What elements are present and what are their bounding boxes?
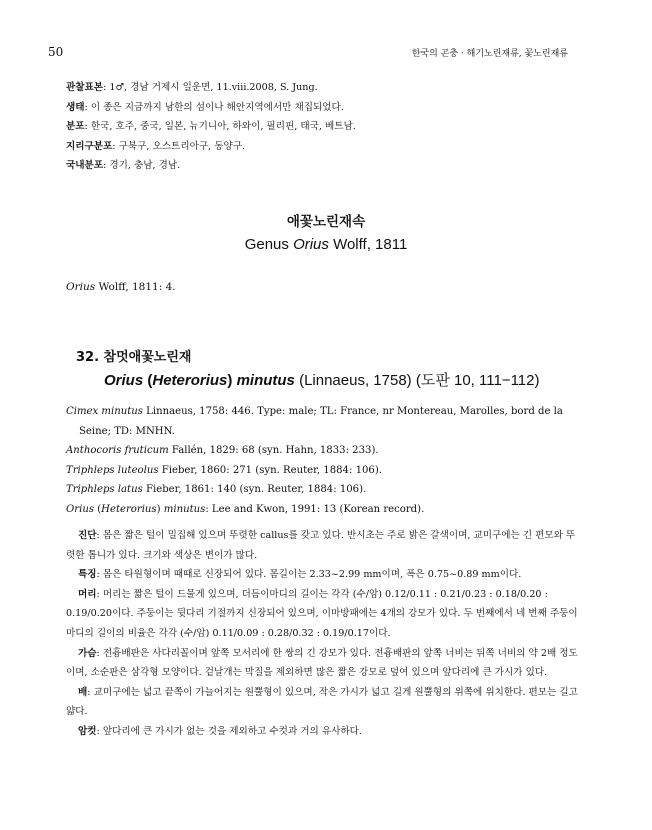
synonym-name: Triphleps luteolus (66, 464, 159, 476)
geo-text: : 구북구, 오스트리아구, 동양구. (112, 140, 246, 152)
species-subgenus-paren: (Heterorius) (147, 372, 233, 389)
species-description (66, 526, 580, 742)
head-text: : 머리는 짧은 털이 드물게 있으며, 더듬이마디의 길이는 각각 (수/암) 0.12/0.11 : 0.21/0.23 : 0.18/0.20 : 0.19/0.20이다. 주둥이는 뒷다리 기절까지 신장되어 있으며, 이마방패에는 4개의 강모가 있다. 두 번째에서 네 번째 주둥이마디의 길이의 비율은 각각 (수/암) 0.11/0.09 : 0.28/0.32 : 0.19/0.17이다. (66, 588, 578, 639)
distribution-text: : 한국, 호주, 중국, 일본, 뉴기니아, 하와이, 필리핀, 태국, 베트남. (84, 121, 356, 132)
synonym-name: Cimex minutus (66, 406, 143, 417)
head-label: 머리 (78, 588, 97, 600)
synonym-entry (66, 461, 582, 481)
synonym-text: Fieber, 1861: 140 (syn. Reuter, 1884: 106). (142, 484, 367, 496)
synonym-text: Fieber, 1860: 271 (syn. Reuter, 1884: 106). (158, 464, 382, 476)
synonym-entry (66, 441, 582, 461)
synonym-name: Orius (66, 503, 95, 515)
ecology-label: 생태 (66, 101, 85, 113)
species-subgenus: Heterorius (152, 372, 228, 389)
genus-name: Orius (293, 236, 329, 253)
species-metadata (66, 78, 586, 176)
synonym-epithet: minutus (163, 503, 206, 515)
species-scientific-name (104, 369, 539, 390)
ecology-line (66, 98, 586, 118)
specimen-text: : 1♂, 경남 거제시 일운면, 11.viii.2008, S. Jung. (103, 82, 318, 93)
genus-citation (66, 281, 176, 293)
thorax-label: 가슴 (78, 647, 97, 659)
specimen-line (66, 78, 586, 98)
thorax-paragraph (66, 644, 580, 683)
species-plate-ref: (도판 10, 111−112) (415, 372, 540, 389)
ecology-text: : 이 종은 지금까지 남한의 섬이나 해안지역에서만 채집되었다. (84, 101, 344, 113)
distribution-label: 분포 (66, 121, 85, 132)
female-paragraph (66, 722, 580, 742)
page-number: 50 (48, 45, 64, 59)
synonym-subgenus: Heterorius (101, 503, 157, 515)
diagnosis-paragraph (66, 526, 580, 565)
abdomen-text: : 교미구에는 넓고 끝쪽이 가늘어지는 원뿔형이 있으며, 작은 가시가 넓고 길게 원뿔형의 위쪽에 위치한다. 편모는 길고 얇다. (66, 686, 578, 718)
genus-latin-heading (0, 236, 652, 253)
genus-korean-heading: 애꽃노린재속 (286, 214, 366, 230)
synonym-text: Seine; TD: MNHN. (79, 425, 175, 437)
thorax-text: : 전흉배판은 사다리꼴이며 앞쪽 모서리에 한 쌍의 긴 강모가 있다. 전흉배판의 앞쪽 너비는 뒤쪽 너비의 약 2배 정도이며, 소순판은 삼각형 모양이다. 겉날개는 막질을 제외하면 많은 짧은 강모로 덮여 있으며 앞다리에 큰 가시가 있다. (66, 647, 578, 679)
features-paragraph (66, 565, 580, 585)
species-number-heading: 32. 참멋애꽃노린재 (76, 350, 192, 365)
genus-author: Wolff, 1811 (328, 236, 408, 253)
head-paragraph (66, 585, 580, 644)
synonym-entry-continued (66, 422, 582, 442)
abdomen-label: 배 (78, 686, 88, 698)
running-title: 한국의 곤충 · 해기노린재류, 꽃노린재류 (411, 49, 568, 59)
domestic-distribution-line (66, 156, 586, 176)
features-label: 특징 (78, 569, 97, 581)
species-epithet: minutus (236, 372, 295, 389)
species-genus: Orius (104, 372, 144, 389)
distribution-line (66, 117, 586, 137)
diagnosis-label: 진단 (78, 530, 97, 541)
synonymy-list (66, 402, 582, 520)
genus-prefix: Genus (244, 236, 294, 253)
domestic-label: 국내분포 (66, 160, 104, 171)
synonym-name: Triphleps latus (66, 484, 143, 496)
specimen-label: 관찰표본 (66, 82, 104, 93)
features-text: : 몸은 타원형이며 때때로 신장되어 있다. 몸길이는 2.33~2.99 mm이며, 폭은 0.75~0.89 mm이다. (96, 569, 522, 581)
synonym-entry (66, 402, 582, 422)
domestic-text: : 경기, 충남, 경남. (103, 160, 181, 171)
synonym-name: Anthocoris fruticum (66, 445, 169, 457)
synonym-text: Fallén, 1829: 68 (syn. Hahn, 1833: 233). (168, 445, 379, 457)
geo-label: 지리구분포 (66, 140, 113, 152)
synonym-entry (66, 480, 582, 500)
geo-distribution-line (66, 137, 586, 157)
genus-cite-text: Wolff, 1811: 4. (95, 281, 176, 293)
synonym-text: Linnaeus, 1758: 446. Type: male; TL: France, nr Montereau, Marolles, bord de la (142, 406, 563, 417)
synonym-text: : Lee and Kwon, 1991: 13 (Korean record). (205, 503, 425, 515)
genus-cite-name: Orius (66, 281, 96, 293)
diagnosis-text: : 몸은 짧은 털이 밀집해 있으며 뚜렷한 callus를 갖고 있다. 반시초는 주로 밝은 갈색이며, 교미구에는 긴 편모와 뚜렷한 톱니가 있다. 크기와 색상은 변이가 많다. (66, 530, 576, 561)
synonym-entry: Orius (Heterorius) minutus: Lee and Kwon, 1991: 13 (Korean record). (66, 503, 425, 515)
species-author: (Linnaeus, 1758) (299, 372, 412, 389)
abdomen-paragraph (66, 683, 580, 722)
female-text: : 앞다리에 큰 가시가 없는 것을 제외하고 수컷과 거의 유사하다. (96, 725, 362, 737)
female-label: 암컷 (78, 725, 97, 737)
